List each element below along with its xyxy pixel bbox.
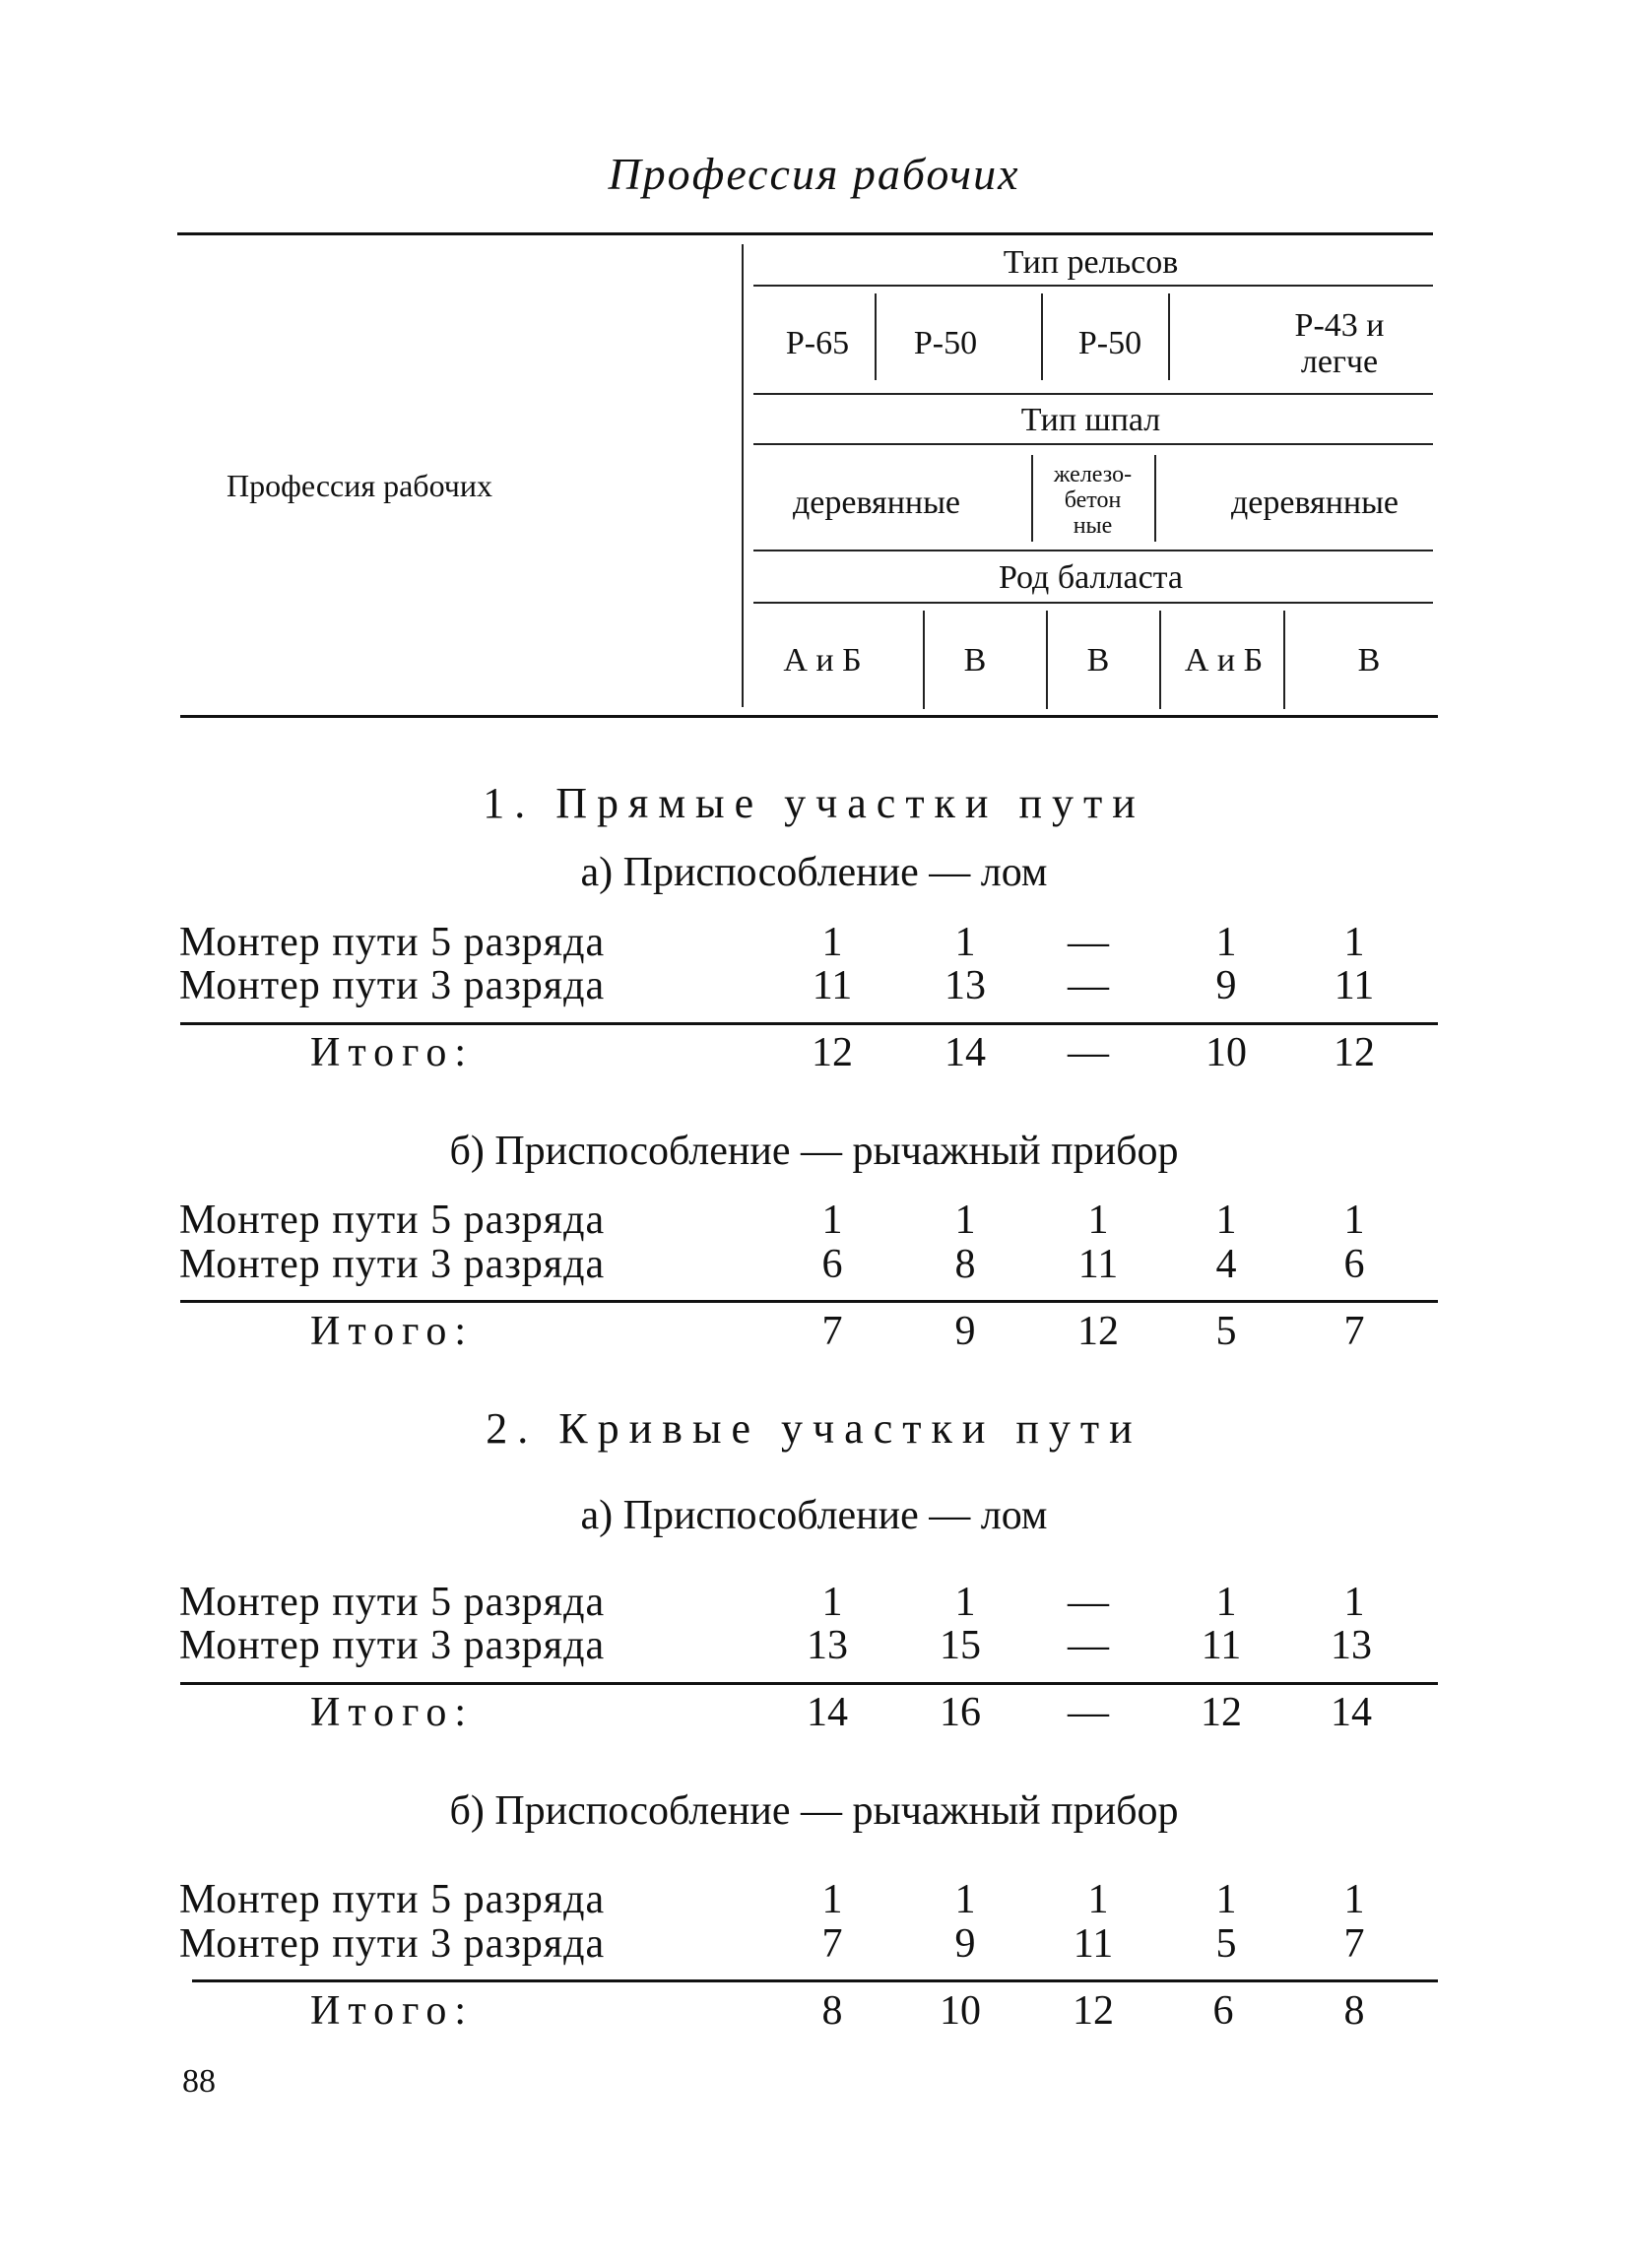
ballast-v-1: В bbox=[963, 642, 987, 679]
rail-type-r43: Р-43 и bbox=[1294, 307, 1385, 344]
rail-type-lighter: легче bbox=[1300, 344, 1379, 380]
total-cell: 14 bbox=[807, 1690, 848, 1735]
rail-type-r50b: Р-50 bbox=[1077, 325, 1142, 361]
cell: 11 bbox=[812, 963, 853, 1008]
ballast-top-rule bbox=[753, 550, 1433, 551]
total-cell: — bbox=[1068, 1030, 1109, 1075]
cell: 11 bbox=[1201, 1623, 1242, 1668]
total-cell: 14 bbox=[1331, 1690, 1372, 1735]
total-label: Итого: bbox=[310, 1988, 474, 2034]
cell: 13 bbox=[807, 1623, 848, 1668]
header-divider bbox=[742, 244, 744, 707]
cell: 6 bbox=[1343, 1242, 1365, 1287]
total-cell: 12 bbox=[1201, 1690, 1242, 1735]
section-1a-title: а) Приспособление — лом bbox=[580, 850, 1048, 895]
total-cell: 10 bbox=[940, 1988, 981, 2034]
sleeper-top-rule bbox=[753, 393, 1433, 395]
total-cell: 12 bbox=[1077, 1309, 1119, 1354]
total-label: Итого: bbox=[310, 1030, 474, 1075]
rail-divider-1 bbox=[875, 293, 877, 380]
cell: — bbox=[1068, 963, 1109, 1008]
total-rule bbox=[180, 1300, 1438, 1303]
cell: 13 bbox=[944, 963, 986, 1008]
cell: 1 bbox=[821, 1198, 843, 1243]
cell: 1 bbox=[1343, 1877, 1365, 1922]
cell: — bbox=[1068, 920, 1109, 965]
cell: 1 bbox=[1343, 1580, 1365, 1625]
section-1b-title: б) Приспособление — рычажный прибор bbox=[449, 1129, 1179, 1174]
ballast-divider-4 bbox=[1283, 611, 1285, 709]
total-cell: 7 bbox=[821, 1309, 843, 1354]
row-label: Монтер пути 3 разряда bbox=[179, 1242, 606, 1287]
total-cell: 16 bbox=[940, 1690, 981, 1735]
total-cell: 6 bbox=[1212, 1988, 1234, 2034]
cell: 1 bbox=[1343, 1198, 1365, 1243]
total-cell: 8 bbox=[1343, 1988, 1365, 2034]
row-label: Монтер пути 5 разряда bbox=[179, 920, 606, 965]
sleeper-type-concrete-3: ные bbox=[1073, 513, 1113, 539]
sleeper-type-wooden-2: деревянные bbox=[1230, 485, 1400, 521]
header-profession-label: Профессия рабочих bbox=[227, 468, 492, 503]
ballast-v-3: В bbox=[1357, 642, 1381, 679]
cell: 1 bbox=[1087, 1198, 1109, 1243]
cell: 7 bbox=[1343, 1921, 1365, 1967]
cell: 15 bbox=[940, 1623, 981, 1668]
ballast-v-2: В bbox=[1086, 642, 1110, 679]
rail-type-rule bbox=[753, 285, 1433, 287]
ballast-rule bbox=[753, 602, 1433, 604]
row-label: Монтер пути 3 разряда bbox=[179, 1623, 606, 1668]
ballast-ab-1: А и Б bbox=[783, 642, 862, 679]
header-bottom-rule bbox=[180, 715, 1438, 718]
rail-type-r65: Р-65 bbox=[785, 325, 850, 361]
sleeper-type-concrete-1: железо- bbox=[1053, 462, 1133, 487]
cell: 1 bbox=[1087, 1877, 1109, 1922]
cell: 1 bbox=[1343, 920, 1365, 965]
cell: 6 bbox=[821, 1242, 843, 1287]
total-rule bbox=[180, 1682, 1438, 1685]
cell: 1 bbox=[1215, 1580, 1237, 1625]
cell: 11 bbox=[1077, 1242, 1119, 1287]
rail-divider-3 bbox=[1168, 293, 1170, 380]
total-cell: 10 bbox=[1205, 1030, 1247, 1075]
cell: 11 bbox=[1073, 1921, 1114, 1967]
sleeper-type-concrete-2: бетон bbox=[1064, 487, 1122, 513]
total-rule bbox=[180, 1022, 1438, 1025]
row-label: Монтер пути 3 разряда bbox=[179, 1921, 606, 1967]
sleeper-divider-2 bbox=[1154, 455, 1156, 542]
ballast-divider-2 bbox=[1046, 611, 1048, 709]
sleeper-type-wooden-1: деревянные bbox=[792, 485, 961, 521]
section-2b-title: б) Приспособление — рычажный прибор bbox=[449, 1788, 1179, 1834]
total-cell: 14 bbox=[944, 1030, 986, 1075]
cell: 1 bbox=[821, 1877, 843, 1922]
cell: 8 bbox=[954, 1242, 976, 1287]
cell: 1 bbox=[954, 920, 976, 965]
total-cell: 8 bbox=[821, 1988, 843, 2034]
cell: 1 bbox=[954, 1877, 976, 1922]
rail-type-r50a: Р-50 bbox=[913, 325, 978, 361]
cell: 7 bbox=[821, 1921, 843, 1967]
section-2a-title: а) Приспособление — лом bbox=[580, 1493, 1048, 1538]
cell: 13 bbox=[1331, 1623, 1372, 1668]
section-1-title: 1. Прямые участки пути bbox=[483, 779, 1145, 827]
total-cell: 5 bbox=[1215, 1309, 1237, 1354]
header-top-rule bbox=[177, 232, 1433, 235]
cell: 1 bbox=[821, 920, 843, 965]
cell: 1 bbox=[1215, 1198, 1237, 1243]
row-label: Монтер пути 3 разряда bbox=[179, 963, 606, 1008]
ballast-ab-2: А и Б bbox=[1184, 642, 1264, 679]
cell: 9 bbox=[954, 1921, 976, 1967]
row-label: Монтер пути 5 разряда bbox=[179, 1877, 606, 1922]
cell: — bbox=[1068, 1580, 1109, 1625]
ballast-label: Род балласта bbox=[998, 559, 1184, 596]
ballast-divider-3 bbox=[1159, 611, 1161, 709]
ballast-divider-1 bbox=[923, 611, 925, 709]
total-cell: 9 bbox=[954, 1309, 976, 1354]
cell: 5 bbox=[1215, 1921, 1237, 1967]
total-cell: 7 bbox=[1343, 1309, 1365, 1354]
sleeper-type-label: Тип шпал bbox=[1020, 402, 1161, 438]
total-cell: 12 bbox=[1073, 1988, 1114, 2034]
total-cell: — bbox=[1068, 1690, 1109, 1735]
total-label: Итого: bbox=[310, 1690, 474, 1735]
cell: 9 bbox=[1215, 963, 1237, 1008]
total-rule bbox=[192, 1979, 1438, 1982]
rail-type-label: Тип рельсов bbox=[1003, 244, 1179, 281]
sleeper-type-rule bbox=[753, 443, 1433, 445]
row-label: Монтер пути 5 разряда bbox=[179, 1198, 606, 1243]
cell: 1 bbox=[954, 1198, 976, 1243]
page-number: 88 bbox=[182, 2063, 216, 2100]
page-title: Профессия рабочих bbox=[608, 149, 1020, 199]
cell: 1 bbox=[1215, 920, 1237, 965]
total-label: Итого: bbox=[310, 1309, 474, 1354]
cell: — bbox=[1068, 1623, 1109, 1668]
cell: 1 bbox=[821, 1580, 843, 1625]
rail-divider-2 bbox=[1041, 293, 1043, 380]
cell: 4 bbox=[1215, 1242, 1237, 1287]
total-cell: 12 bbox=[1334, 1030, 1375, 1075]
row-label: Монтер пути 5 разряда bbox=[179, 1580, 606, 1625]
cell: 11 bbox=[1334, 963, 1375, 1008]
cell: 1 bbox=[954, 1580, 976, 1625]
total-cell: 12 bbox=[812, 1030, 853, 1075]
cell: 1 bbox=[1215, 1877, 1237, 1922]
section-2-title: 2. Кривые участки пути bbox=[486, 1404, 1142, 1453]
